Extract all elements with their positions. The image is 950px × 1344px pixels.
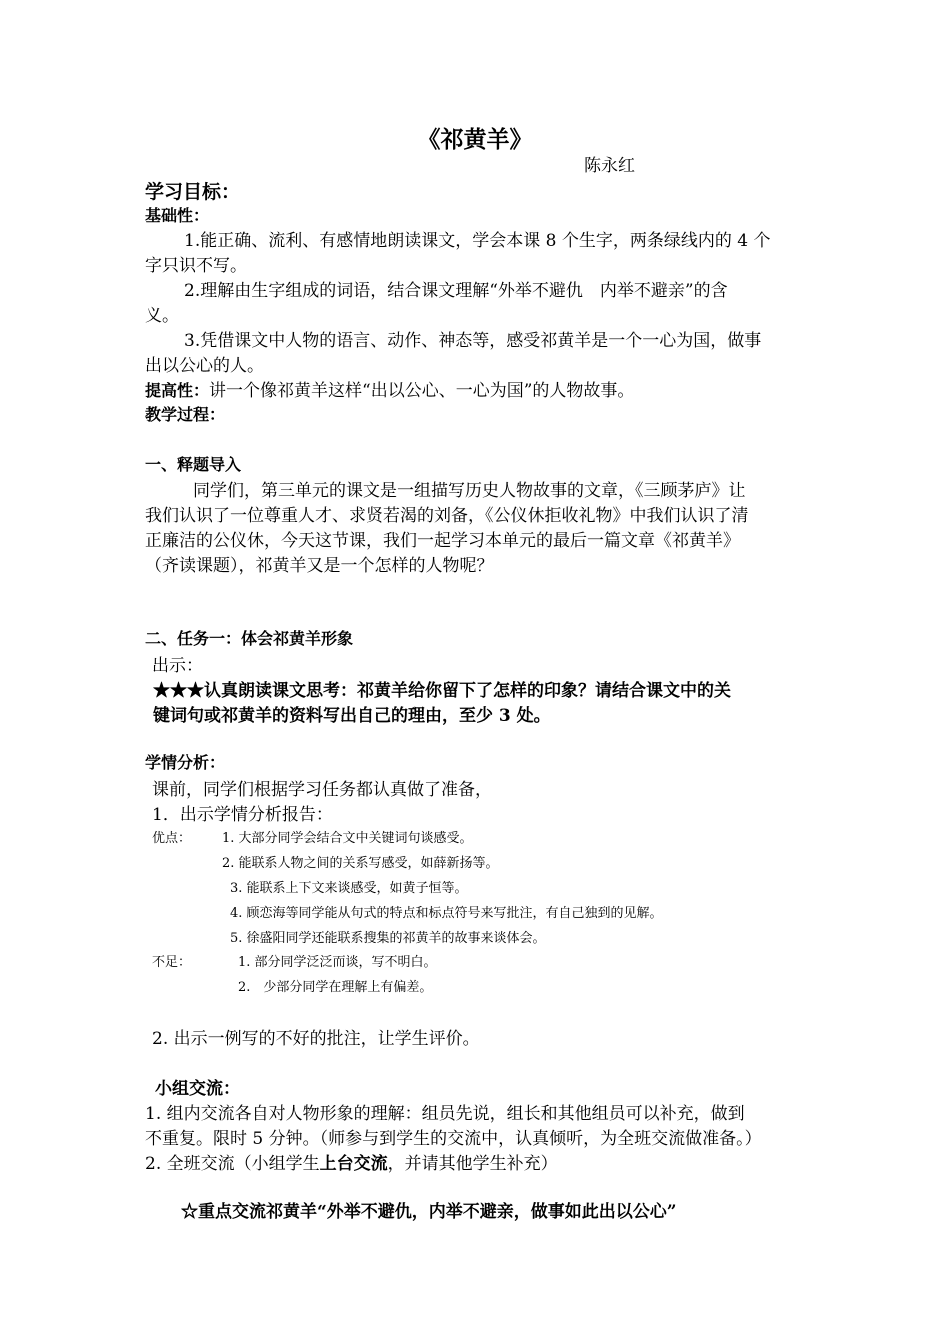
goal-3-line-1: 3.凭借课文中人物的语言、动作、神态等，感受祁黄羊是一个一心为国，做事 bbox=[184, 331, 762, 351]
goal-2-line-2: 义。 bbox=[145, 306, 179, 326]
analysis-heading: 学情分析： bbox=[145, 753, 226, 772]
task-line-1: ★★★认真朗读课文思考：祁黄羊给你留下了怎样的印象？请结合课文中的关 bbox=[153, 681, 731, 701]
group-line-3-end: ，并请其他学生补充） bbox=[387, 1154, 558, 1174]
document-title: 《祁黄羊》 bbox=[417, 126, 533, 153]
advanced-label: 提高性： bbox=[145, 381, 210, 400]
group-line-3 bbox=[145, 1149, 558, 1174]
section-1-line-2: 我们认识了一位尊重人才、求贤若渴的刘备，《公仪休拒收礼物》中我们认识了清 bbox=[145, 506, 749, 526]
task-line-2: 键词句或祁黄羊的资料写出自己的理由，至少 3 处。 bbox=[153, 706, 551, 726]
flaws-label: 不足： bbox=[152, 955, 192, 970]
merits-label: 优点： bbox=[152, 831, 192, 846]
group-line-3-emphasis: 上台交流 bbox=[319, 1154, 388, 1174]
group-line-3-start: 2. 全班交流（小组学生 bbox=[145, 1154, 320, 1174]
goal-2-line-1: 2.理解由生字组成的词语，结合课文理解“外举不避仇 内举不避亲”的含 bbox=[184, 281, 728, 301]
process-heading: 教学过程： bbox=[145, 405, 226, 424]
focus-line: ☆重点交流祁黄羊“外举不避仇，内举不避亲，做事如此出以公心” bbox=[181, 1202, 677, 1222]
analysis-item-2: 2. 出示一例写的不好的批注，让学生评价。 bbox=[152, 1029, 480, 1049]
author-name: 陈永红 bbox=[584, 156, 635, 176]
group-heading: 小组交流： bbox=[155, 1079, 240, 1099]
merit-item-4: 4. 顾恋海等同学能从句式的特点和标点符号来写批注，有自己独到的见解。 bbox=[230, 906, 663, 921]
section-1-heading: 一、释题导入 bbox=[145, 455, 242, 474]
section-1-line-3: 正廉洁的公仪休，今天这节课，我们一起学习本单元的最后一篇文章《祁黄羊》 bbox=[145, 531, 740, 551]
show-label: 出示： bbox=[152, 656, 203, 676]
section-2-heading: 二、任务一：体会祁黄羊形象 bbox=[145, 629, 354, 648]
analysis-item-1: 1．出示学情分析报告： bbox=[152, 805, 333, 825]
group-line-2: 不重复。限时 5 分钟。（师参与到学生的交流中，认真倾听，为全班交流做准备。） bbox=[145, 1129, 762, 1149]
flaw-item-1: 1. 部分同学泛泛而谈，写不明白。 bbox=[238, 955, 437, 970]
goal-1-line-1: 1.能正确、流利、有感情地朗读课文，学会本课 8 个生字，两条绿线内的 4 个 bbox=[184, 231, 771, 251]
advanced-text: 讲一个像祁黄羊这样“出以公心、一心为国”的人物故事。 bbox=[209, 381, 635, 401]
merit-item-3: 3. 能联系上下文来谈感受，如黄子恒等。 bbox=[230, 881, 468, 896]
section-1-line-4: （齐读课题），祁黄羊又是一个怎样的人物呢？ bbox=[145, 556, 494, 576]
merit-item-1: 1. 大部分同学会结合文中关键词句谈感受。 bbox=[222, 831, 473, 846]
merit-item-2: 2. 能联系人物之间的关系写感受，如薛新扬等。 bbox=[222, 856, 499, 871]
group-line-1: 1. 组内交流各自对人物形象的理解：组员先说，组长和其他组员可以补充，做到 bbox=[145, 1104, 745, 1124]
advanced-goal bbox=[145, 376, 634, 401]
section-1-line-1: 同学们，第三单元的课文是一组描写历史人物故事的文章，《三顾茅庐》让 bbox=[193, 481, 746, 501]
basic-label: 基础性： bbox=[145, 206, 210, 225]
goal-1-line-2: 字只识不写。 bbox=[145, 256, 247, 276]
goal-3-line-2: 出以公心的人。 bbox=[145, 356, 264, 376]
flaw-item-2: 2. 少部分同学在理解上有偏差。 bbox=[238, 980, 433, 995]
merit-item-5: 5. 徐盛阳同学还能联系搜集的祁黄羊的故事来谈体会。 bbox=[230, 931, 546, 946]
analysis-intro: 课前，同学们根据学习任务都认真做了准备， bbox=[152, 780, 492, 800]
goals-heading: 学习目标： bbox=[145, 181, 241, 203]
